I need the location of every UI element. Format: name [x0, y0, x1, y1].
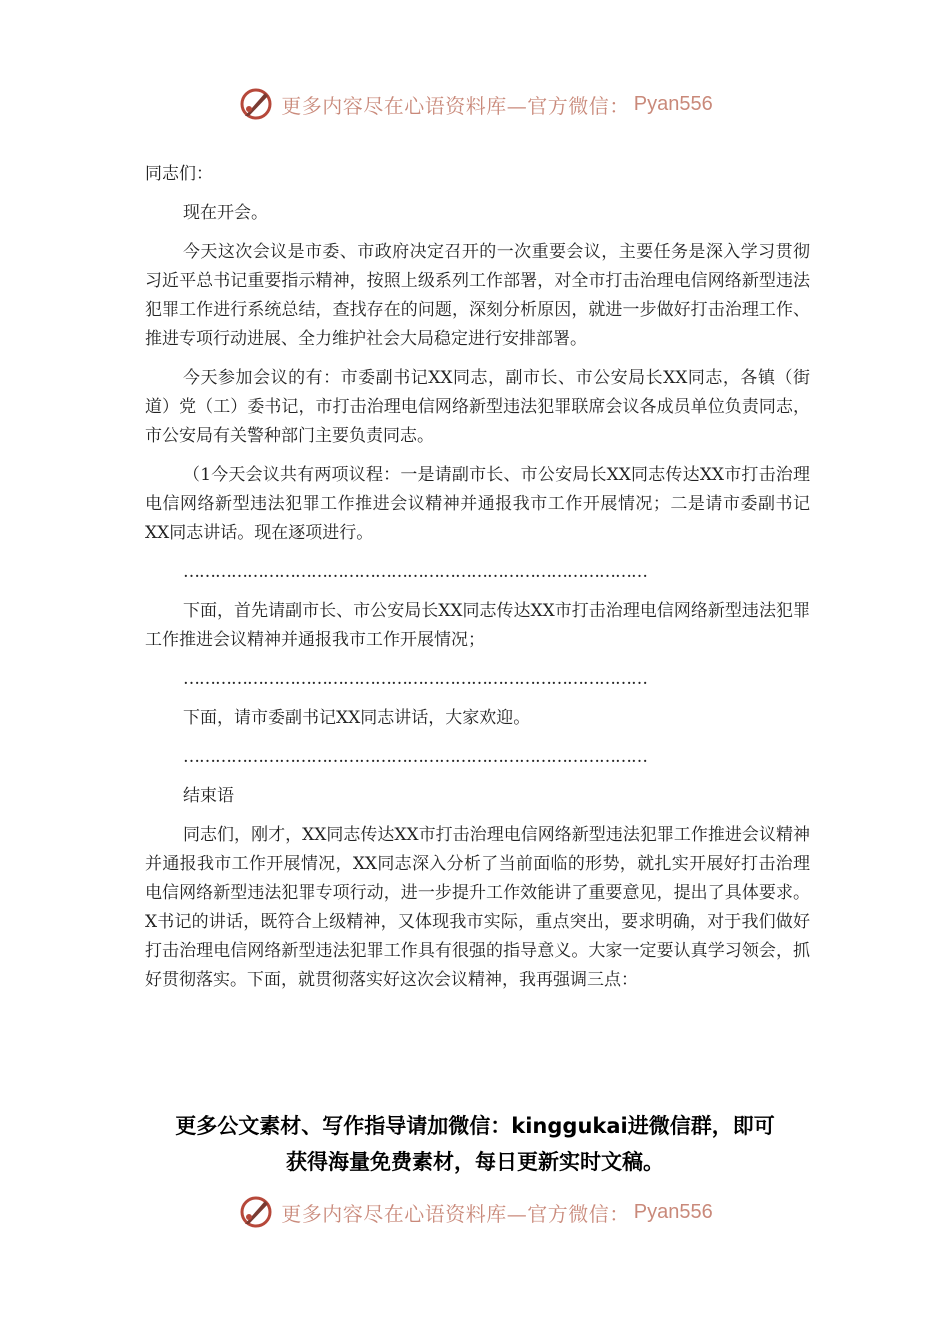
- paragraph-first-item: 下面，首先请副市长、市公安局长XX同志传达XX市打击治理电信网络新型违法犯罪工作推进会议精神并通报我市工作开展情况；: [145, 601, 810, 650]
- promo-block: [0, 1108, 950, 1180]
- paragraph-attendees: 今天参加会议的有：市委副书记XX同志，副市长、市公安局长XX同志，各镇（街道）党（工）委书记，市打击治理电信网络新型违法犯罪联席会议各成员单位负责同志，市公安局有关警种部门主要负责同志。: [145, 368, 810, 446]
- header-banner: [0, 82, 950, 126]
- document-body: [145, 160, 810, 1005]
- salutation: 同志们：: [145, 164, 213, 184]
- closing-paragraph: 同志们，刚才，XX同志传达XX市打击治理电信网络新型违法犯罪工作推进会议精神并通报我市工作开展情况，XX同志深入分析了当前面临的形势，就扎实开展好打击治理电信网络新型违法犯罪专项行动，进一步提升工作效能讲了重要意见，提出了具体要求。X书记的讲话，既符合上级精神，又体现我市实际，重点突出，要求明确，对于我们做好打击治理电信网络新型违法犯罪工作具有很强的指导意义。大家一定要认真学习领会，抓好贯彻落实。下面，就贯彻落实好这次会议精神，我再强调三点：: [145, 825, 810, 990]
- banner-text: 更多内容尽在心语资料库—官方微信：: [281, 93, 630, 118]
- quill-pen-logo-icon: [237, 1193, 275, 1231]
- promo-line-1: 更多公文素材、写作指导请加微信：kinggukai进微信群，即可: [175, 1114, 775, 1138]
- paragraph-opening: 现在开会。: [183, 203, 268, 223]
- ellipsis-separator: ……………………………………………………………………………: [183, 562, 647, 582]
- footer-banner: [0, 1190, 950, 1234]
- ellipsis-separator: ……………………………………………………………………………: [183, 747, 647, 767]
- paragraph-purpose: 今天这次会议是市委、市政府决定召开的一次重要会议，主要任务是深入学习贯彻习近平总书记重要指示精神，按照上级系列工作部署，对全市打击治理电信网络新型违法犯罪工作进行系统总结，查找存在的问题，深刻分析原因，就进一步做好打击治理工作、推进专项行动进展、全力维护社会大局稳定进行安排部署。: [145, 242, 810, 349]
- closing-title: 结束语: [183, 786, 234, 806]
- banner-wechat-id: Pyan556: [633, 92, 713, 115]
- quill-pen-logo-icon: [237, 85, 275, 123]
- paragraph-agenda: （1今天会议共有两项议程：一是请副市长、市公安局长XX同志传达XX市打击治理电信网络新型违法犯罪工作推进会议精神并通报我市工作开展情况；二是请市委副书记XX同志讲话。现在逐项进行。: [145, 465, 810, 543]
- paragraph-second-item: 下面，请市委副书记XX同志讲话，大家欢迎。: [183, 708, 531, 728]
- promo-line-2: 获得海量免费素材，每日更新实时文稿。: [286, 1150, 664, 1174]
- banner-wechat-id: Pyan556: [633, 1200, 713, 1223]
- banner-text: 更多内容尽在心语资料库—官方微信：: [281, 1201, 630, 1226]
- ellipsis-separator: ……………………………………………………………………………: [183, 669, 647, 689]
